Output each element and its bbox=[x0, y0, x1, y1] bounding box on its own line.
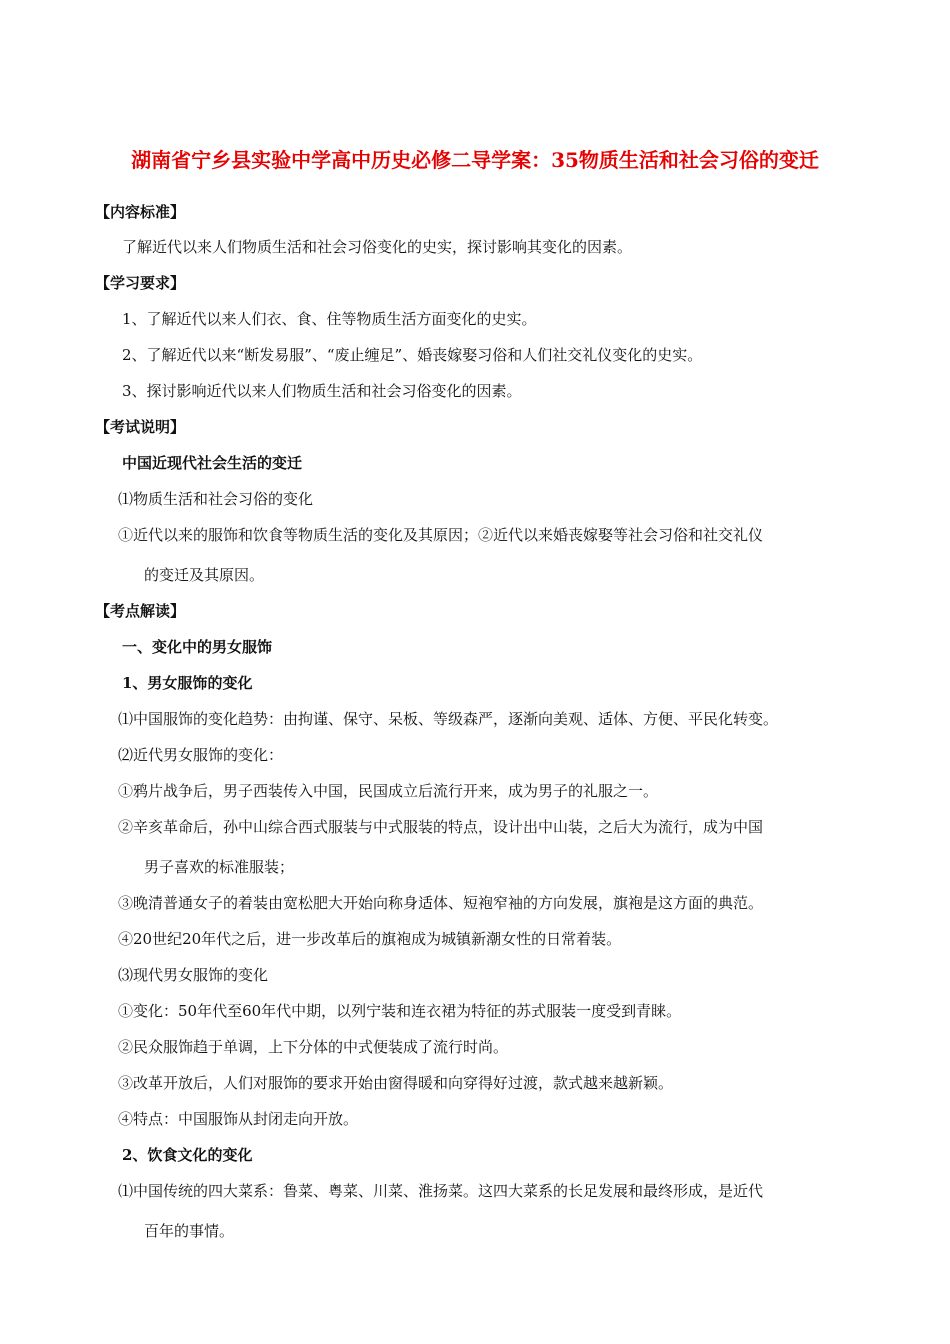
p-sub-2: 2、饮食文化的变化 bbox=[122, 1146, 253, 1164]
p-2-2: 百年的事情。 bbox=[144, 1222, 235, 1240]
p-1-2: ⑵近代男女服饰的变化： bbox=[118, 746, 284, 764]
p-1-6: ③晚清普通女子的着装由宽松肥大开始向称身适体、短袍窄袖的方向发展，旗袍是这方面的典范。 bbox=[118, 894, 764, 912]
p-1-1: ⑴中国服饰的变化趋势：由拘谨、保守、呆板、等级森严，逐渐向美观、适体、方便、平民化转变。 bbox=[118, 710, 779, 728]
p-exam-1: ⑴物质生活和社会习俗的变化 bbox=[118, 490, 314, 508]
p-2-1: ⑴中国传统的四大菜系：鲁菜、粤菜、川菜、淮扬菜。这四大菜系的长足发展和最终形成，是近代 bbox=[118, 1182, 764, 1200]
p-exam-title: 中国近现代社会生活的变迁 bbox=[122, 454, 303, 472]
p-req-2: 2、了解近代以来“断发易服”、“废止缠足”、婚丧嫁娶习俗和人们社交礼仪变化的史实。 bbox=[122, 346, 703, 364]
p-1-7: ④20世纪20年代之后，进一步改革后的旗袍成为城镇新潮女性的日常着装。 bbox=[118, 930, 622, 948]
p-1-10: ②民众服饰趋于单调，上下分体的中式便装成了流行时尚。 bbox=[118, 1038, 509, 1056]
p-1-9: ①变化：50年代至60年代中期，以列宁装和连衣裙为特征的苏式服装一度受到青睐。 bbox=[118, 1002, 682, 1020]
h-require: 【学习要求】 bbox=[95, 274, 186, 292]
h-exam: 【考试说明】 bbox=[95, 418, 186, 436]
h-content: 【内容标准】 bbox=[95, 203, 186, 221]
p-1-4: ②辛亥革命后，孙中山综合西式服装与中式服装的特点，设计出中山装，之后大为流行，成为中国 bbox=[118, 818, 764, 836]
p-1-12: ④特点：中国服饰从封闭走向开放。 bbox=[118, 1110, 359, 1128]
p-sec-1: 一、变化中的男女服饰 bbox=[122, 638, 273, 656]
p-exam-2: ①近代以来的服饰和饮食等物质生活的变化及其原因；②近代以来婚丧嫁娶等社会习俗和社交礼仪 bbox=[118, 526, 764, 544]
p-content: 了解近代以来人们物质生活和社会习俗变化的史实，探讨影响其变化的因素。 bbox=[122, 238, 633, 256]
h-points: 【考点解读】 bbox=[95, 602, 186, 620]
p-sub-1: 1、男女服饰的变化 bbox=[122, 674, 253, 692]
p-exam-3: 的变迁及其原因。 bbox=[144, 566, 265, 584]
p-1-11: ③改革开放后，人们对服饰的要求开始由窗得暖和向穿得好过渡，款式越来越新颖。 bbox=[118, 1074, 674, 1092]
p-req-1: 1、了解近代以来人们衣、食、住等物质生活方面变化的史实。 bbox=[122, 310, 537, 328]
p-req-3: 3、探讨影响近代以来人们物质生活和社会习俗变化的因素。 bbox=[122, 382, 522, 400]
p-1-8: ⑶现代男女服饰的变化 bbox=[118, 966, 269, 984]
p-1-3: ①鸦片战争后，男子西装传入中国，民国成立后流行开来，成为男子的礼服之一。 bbox=[118, 782, 659, 800]
p-1-5: 男子喜欢的标准服装； bbox=[144, 858, 295, 876]
page-title: 湖南省宁乡县实验中学高中历史必修二导学案：35物质生活和社会习俗的变迁 bbox=[131, 148, 819, 172]
